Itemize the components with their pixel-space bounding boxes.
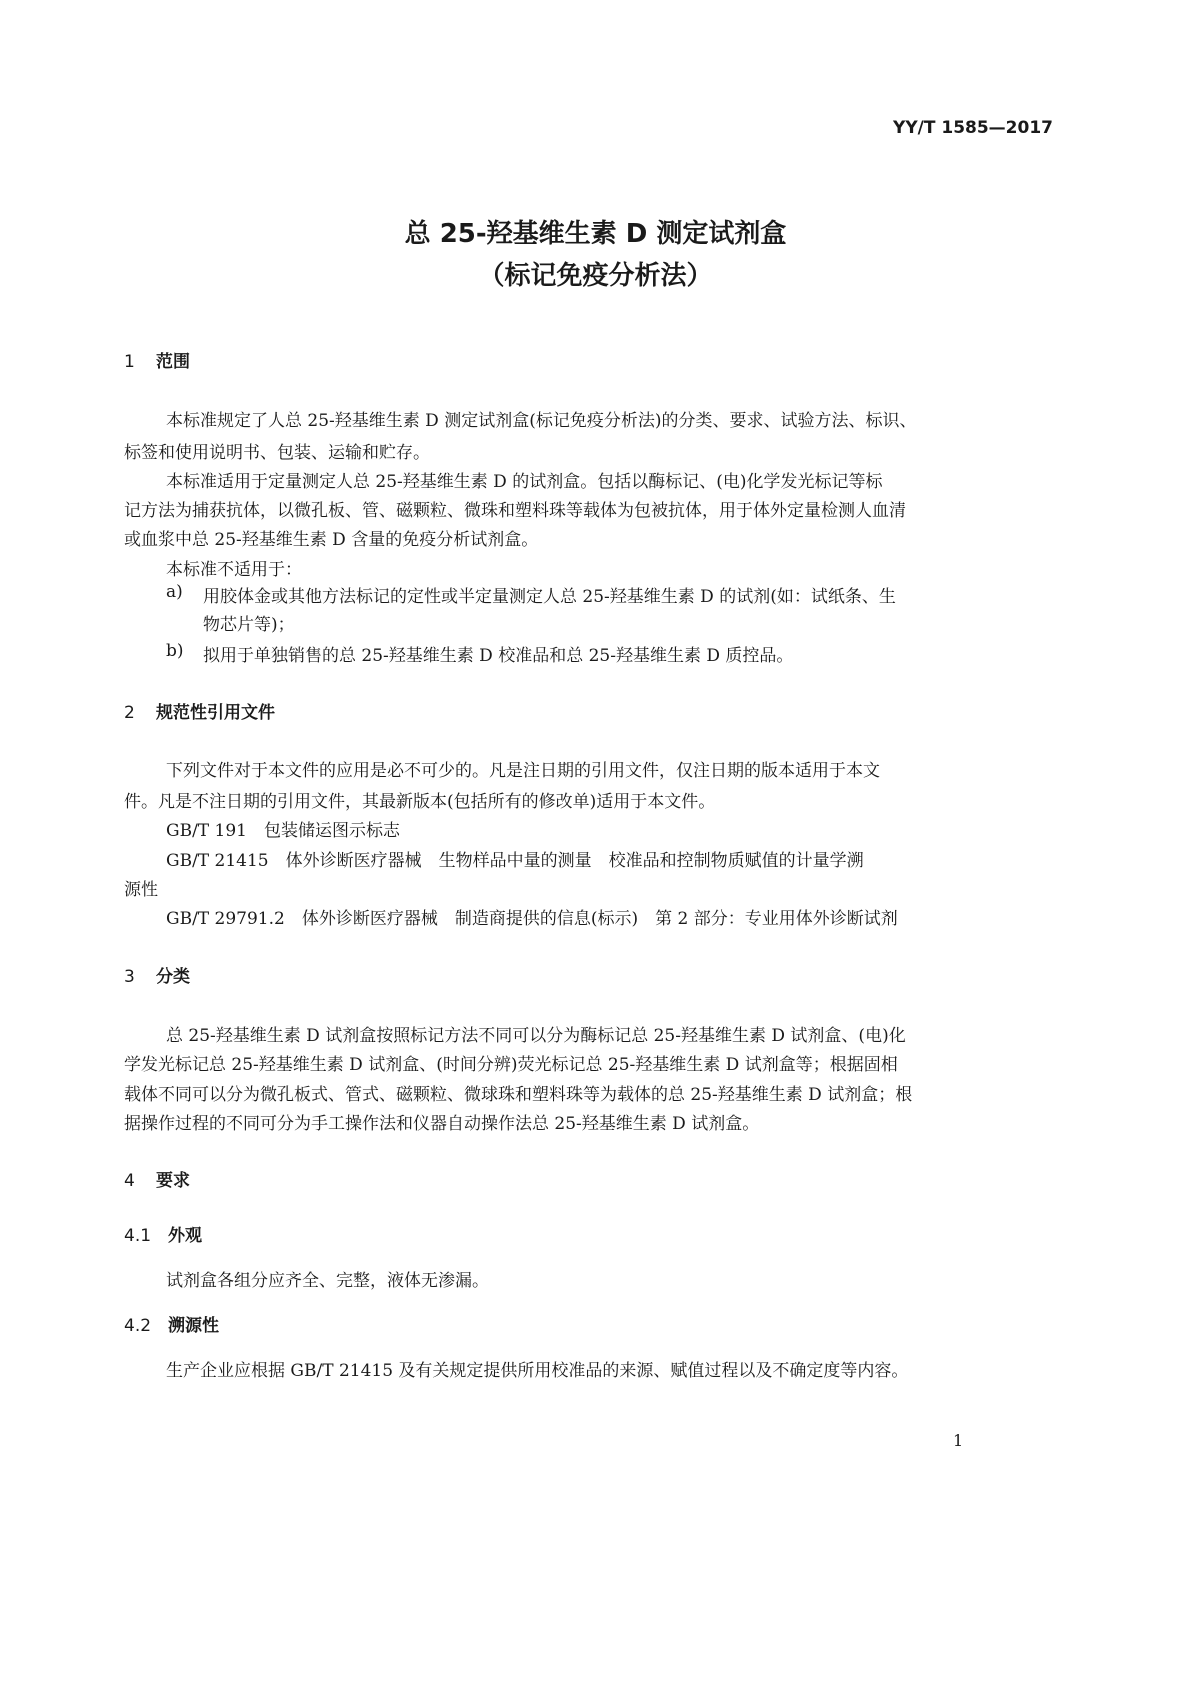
list-item-a-line2: 物芯片等)；	[203, 615, 295, 635]
s1-p2-line2: 记方法为捕获抗体，以微孔板、管、磁颗粒、微珠和塑料珠等载体为包被抗体，用于体外定量检测人血清	[124, 501, 906, 521]
s3-p1-line3: 载体不同可以分为微孔板式、管式、磁颗粒、微球珠和塑料珠等为载体的总 25-羟基维生素 D 试剂盒；根	[124, 1085, 913, 1105]
section-title: 外观	[168, 1226, 202, 1246]
section-4-2-heading	[124, 1311, 219, 1336]
s2-p1-line1: 下列文件对于本文件的应用是必不可少的。凡是注日期的引用文件，仅注日期的版本适用于本文	[166, 761, 880, 781]
reference-gbt-21415-line1: GB/T 21415 体外诊断医疗器械 生物样品中量的测量 校准品和控制物质赋值的计量学溯	[166, 851, 864, 871]
section-number: 1	[124, 352, 135, 372]
s3-p1-line4: 据操作过程的不同可分为手工操作法和仪器自动操作法总 25-羟基维生素 D 试剂盒。	[124, 1114, 760, 1134]
section-title: 范围	[156, 352, 190, 372]
reference-gbt-29791-2: GB/T 29791.2 体外诊断医疗器械 制造商提供的信息(标示) 第 2 部分：专业用体外诊断试剂	[166, 909, 898, 929]
reference-gbt-191: GB/T 191 包装储运图示标志	[166, 821, 400, 841]
list-item-a-mark: a)	[166, 582, 183, 602]
s1-p1-line1: 本标准规定了人总 25-羟基维生素 D 测定试剂盒(标记免疫分析法)的分类、要求、试验方法、标识、	[166, 411, 917, 431]
section-4-heading	[124, 1166, 190, 1191]
section-number: 3	[124, 967, 135, 987]
s1-p1-line2: 标签和使用说明书、包装、运输和贮存。	[124, 443, 430, 463]
section-title: 要求	[156, 1171, 190, 1191]
section-number: 2	[124, 703, 135, 723]
section-2-heading	[124, 698, 275, 723]
page-number: 1	[953, 1431, 964, 1450]
section-4-1-heading	[124, 1221, 202, 1246]
s2-p1-line2: 件。凡是不注日期的引用文件，其最新版本(包括所有的修改单)适用于本文件。	[124, 792, 716, 812]
section-title: 分类	[156, 967, 190, 987]
s3-p1-line1: 总 25-羟基维生素 D 试剂盒按照标记方法不同可以分为酶标记总 25-羟基维生素 D 试剂盒、(电)化	[166, 1026, 906, 1046]
section-number: 4.1	[124, 1226, 152, 1246]
s3-p1-line2: 学发光标记总 25-羟基维生素 D 试剂盒、(时间分辨)荧光标记总 25-羟基维生素 D 试剂盒等；根据固相	[124, 1055, 898, 1075]
section-3-heading	[124, 962, 190, 987]
s4-2-p1: 生产企业应根据 GB/T 21415 及有关规定提供所用校准品的来源、赋值过程以及不确定度等内容。	[166, 1361, 909, 1381]
s1-p3: 本标准不适用于：	[166, 560, 302, 580]
s1-p2-line1: 本标准适用于定量测定人总 25-羟基维生素 D 的试剂盒。包括以酶标记、(电)化学发光标记等标	[166, 472, 883, 492]
document-title: 总 25-羟基维生素 D 测定试剂盒	[404, 219, 787, 249]
section-number: 4.2	[124, 1316, 152, 1336]
section-title: 规范性引用文件	[156, 703, 275, 723]
section-title: 溯源性	[168, 1316, 219, 1336]
s4-1-p1: 试剂盒各组分应齐全、完整，液体无渗漏。	[166, 1271, 489, 1291]
document-subtitle: （标记免疫分析法）	[478, 261, 713, 291]
section-1-heading	[124, 347, 190, 372]
list-item-b-mark: b)	[166, 641, 184, 661]
section-number: 4	[124, 1171, 135, 1191]
list-item-a-line1: 用胶体金或其他方法标记的定性或半定量测定人总 25-羟基维生素 D 的试剂(如：试纸条、生	[203, 587, 896, 607]
standard-code: YY/T 1585—2017	[893, 118, 1053, 138]
reference-gbt-21415-line2: 源性	[124, 880, 158, 900]
list-item-b-text: 拟用于单独销售的总 25-羟基维生素 D 校准品和总 25-羟基维生素 D 质控品。	[203, 646, 794, 666]
s1-p2-line3: 或血浆中总 25-羟基维生素 D 含量的免疫分析试剂盒。	[124, 530, 539, 550]
